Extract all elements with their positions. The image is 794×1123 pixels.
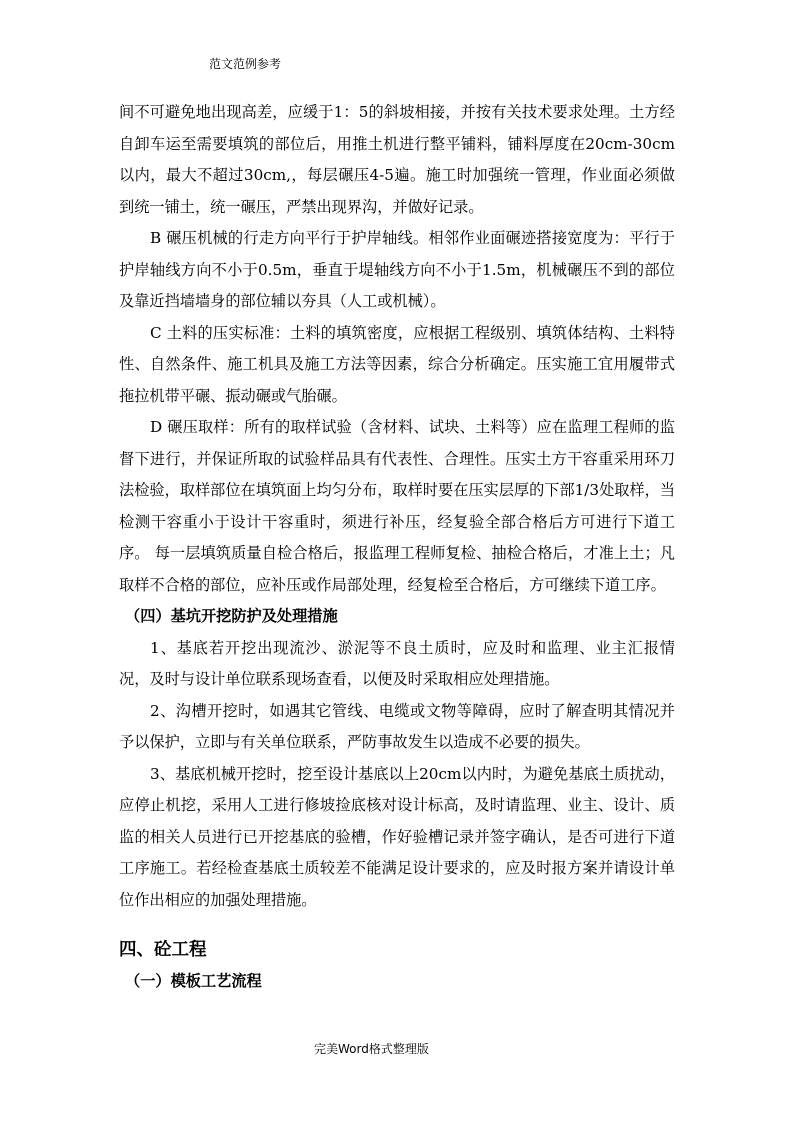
paragraph-sampling: D 碾压取样：所有的取样试验（含材料、试块、土料等）应在监理工程师的监督下进行，并保证所取的试验样品具有代表性、合理性。压实土方干容重采用环刀法检验，取样部位在填筑面上均匀分布，取样时要在压实层厚的下部1/3处取样，当检测干容重小于设计干容重时，须进行补压，经复验全部合格后方可进行下道工序。 每一层填筑质量自检合格后，报监理工程师复检、抽检合格后，才准上土；凡取样不合格的部位，应补压或作局部处理，经复检至合格后，方可继续下道工序。 <box>119 418 676 594</box>
document-body <box>119 97 675 998</box>
page-footer: 完美Word格式整理版 <box>314 1042 429 1056</box>
section-heading-formwork: （一）模板工艺流程 <box>125 972 262 990</box>
paragraph-trench-obstacles: 2、沟槽开挖时，如遇其它管线、电缆或文物等障碍，应时了解查明其情况并予以保护，立即与有关单位联系，严防事故发生以造成不必要的损失。 <box>119 701 675 751</box>
section-heading-foundation-pit: （四）基坑开挖防护及处理措施 <box>125 607 338 625</box>
paragraph-fill-grading: 间不可避免地出现高差，应缓于1：5的斜坡相接，并按有关技术要求处理。土方经自卸车运至需要填筑的部位后，用推土机进行整平铺料，铺料厚度在20cm-30cm以内，最大不超过30cm,，每层碾压4-5遍。施工时加强统一管理，作业面必须做到统一铺土，统一碾压，严禁出现界沟，并做好记录。 <box>119 103 675 216</box>
paragraph-mechanical-excavation: 3、基底机械开挖时，挖至设计基底以上20cm以内时，为避免基底土质扰动，应停止机挖，采用人工进行修坡捡底核对设计标高，及时请监理、业主、设计、质监的相关人员进行已开挖基底的验槽，作好验槽记录并签字确认，是否可进行下道工序施工。若经检查基底土质较差不能满足设计要求的，应及时报方案并请设计单位作出相应的加强处理措施。 <box>119 764 675 909</box>
paragraph-compaction-standard: C 土料的压实标准：土料的填筑密度，应根据工程级别、填筑体结构、土料特性、自然条件、施工机具及施工方法等因素，综合分析确定。压实施工宜用履带式拖拉机带平碾、振动碾或气胎碾。 <box>119 323 675 405</box>
chapter-heading-concrete: 四、砼工程 <box>119 940 207 960</box>
paragraph-rolling-direction: B 碾压机械的行走方向平行于护岸轴线。相邻作业面碾迹搭接宽度为：平行于护岸轴线方向不小于0.5m，垂直于堤轴线方向不小于1.5m，机械碾压不到的部位及靠近挡墙墙身的部位辅以夯具（人工或机械）。 <box>119 229 675 310</box>
page-header: 范文范例参考 <box>209 57 282 71</box>
paragraph-quicksand: 1、基底若开挖出现流沙、淤泥等不良土质时，应及时和监理、业主汇报情况，及时与设计单位联系现场查看，以便及时采取相应处理措施。 <box>119 638 675 688</box>
